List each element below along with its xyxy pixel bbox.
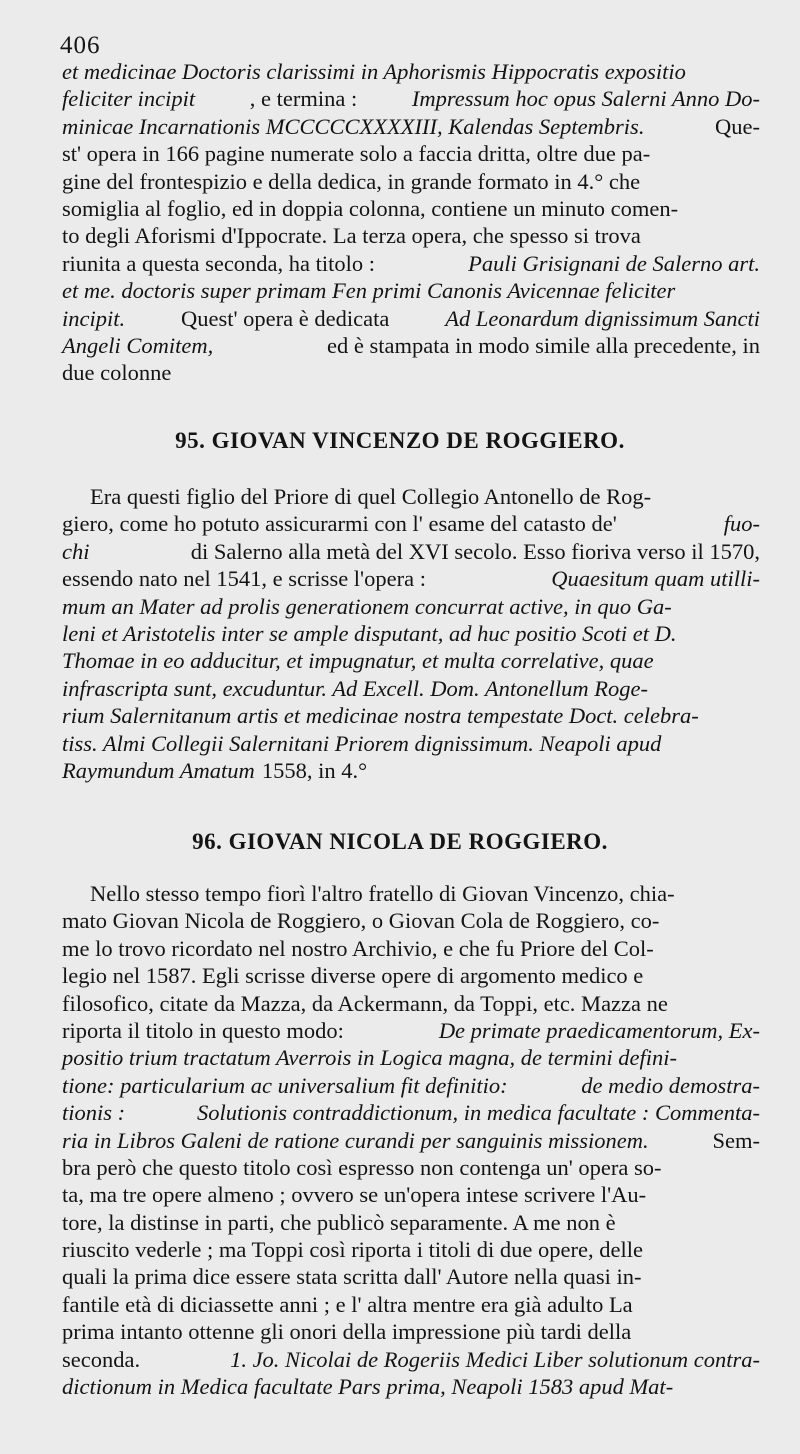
text-segment: Quest' opera è dedicata (181, 305, 390, 331)
page-number: 406 (60, 32, 101, 59)
text-segment: quali la prima dice essere stata scritta dall' Autore nella quasi in- (62, 1264, 642, 1290)
italic-text-segment: Ad Leonardum dignissimum Sancti (445, 305, 760, 331)
text-line (62, 510, 760, 537)
italic-text-segment: Angeli Comitem, (62, 332, 214, 358)
text-line (62, 195, 760, 222)
paragraph-continued-text (62, 58, 760, 387)
text-segment: somiglia al foglio, ed in doppia colonna, contiene un minuto comen- (62, 195, 679, 221)
text-line (62, 907, 760, 934)
text-line (62, 962, 760, 989)
text-line (62, 140, 760, 167)
section-heading-96: 96. GIOVAN NICOLA DE ROGGIERO. (192, 829, 608, 854)
text-segment: 1558, in 4.° (261, 757, 368, 783)
italic-text-segment: Pauli Grisignani de Salerno art. (468, 250, 760, 276)
italic-text-segment: de medio demostra- (581, 1072, 760, 1098)
text-segment: riuscito vederle ; ma Toppi così riporta i titoli di due opere, delle (62, 1237, 643, 1263)
text-line (62, 1127, 760, 1154)
italic-text-segment: chi (62, 538, 90, 564)
text-segment: due colonne (62, 360, 172, 386)
text-segment: Sem- (712, 1127, 760, 1153)
text-line (62, 757, 760, 784)
text-segment: riporta il titolo in questo modo: (62, 1017, 344, 1043)
text-line (62, 1017, 760, 1044)
text-line (62, 675, 760, 702)
italic-text-segment: tiss. Almi Collegii Salernitani Priorem dignissimum. Neapoli apud (62, 730, 662, 756)
text-segment: prima intanto ottenne gli onori della impressione più tardi della (62, 1319, 632, 1345)
text-segment: filosofico, citate da Mazza, da Ackermann, da Toppi, etc. Mazza ne (62, 990, 668, 1016)
italic-text-segment: infrascripta sunt, excuduntur. Ad Excell. Dom. Antonellum Roge- (62, 675, 648, 701)
italic-text-segment: rium Salernitanum artis et medicinae nostra tempestate Doct. celebra- (62, 703, 699, 729)
text-segment: seconda. (62, 1346, 141, 1372)
text-line (62, 332, 760, 359)
text-line (62, 1373, 760, 1400)
italic-text-segment: Raymundum Amatum (62, 757, 255, 783)
text-line (62, 1072, 760, 1099)
italic-text-segment: Solutionis contraddictionum, in medica facultate : Commenta- (196, 1100, 760, 1126)
text-line (62, 593, 760, 620)
text-line (62, 730, 760, 757)
text-segment: riunita a questa seconda, ha titolo : (62, 250, 376, 276)
italic-text-segment: De primate praedicamentorum, Ex- (438, 1017, 760, 1043)
text-line (62, 620, 760, 647)
text-line (62, 85, 760, 112)
text-line (62, 935, 760, 962)
text-segment: to degli Aforismi d'Ippocrate. La terza opera, che spesso si trova (62, 223, 641, 249)
text-line (62, 880, 760, 907)
italic-text-segment: tionis : (62, 1100, 126, 1126)
italic-text-segment: Quaesitum quam utilli- (551, 566, 760, 592)
italic-text-segment: mum an Mater ad prolis generationem concurrat active, in quo Ga- (62, 593, 672, 619)
text-segment: essendo nato nel 1541, e scrisse l'opera : (62, 566, 426, 592)
text-line (62, 565, 760, 592)
text-segment: st' opera in 166 pagine numerate solo a faccia dritta, oltre due pa- (62, 141, 651, 167)
text-segment: me lo trovo ricordato nel nostro Archivio, e che fu Priore del Col- (62, 935, 654, 961)
italic-text-segment: positio trium tractatum Averrois in Logica magna, de termini defini- (62, 1045, 677, 1071)
text-segment: di Salerno alla metà del XVI secolo. Esso fioriva verso il 1570, (190, 538, 760, 564)
text-line (62, 305, 760, 332)
text-line (62, 168, 760, 195)
italic-text-segment: 1. Jo. Nicolai de Rogeriis Medici Liber solutionum contra- (230, 1346, 760, 1372)
text-segment: legio nel 1587. Egli scrisse diverse opere di argomento medico e (62, 963, 644, 989)
text-line (62, 1318, 760, 1345)
text-line (62, 538, 760, 565)
italic-text-segment: et medicinae Doctoris clarissimi in Aphorismis Hippocratis expositio (62, 59, 686, 84)
text-segment: Era questi figlio del Priore di quel Collegio Antonello de Rog- (90, 484, 652, 509)
text-segment: bra però che questo titolo così espresso non contenga un' opera so- (62, 1154, 662, 1180)
italic-text-segment: ria in Libros Galeni de ratione curandi per sanguinis missionem. (62, 1127, 649, 1153)
text-segment: Nello stesso tempo fiorì l'altro fratello di Giovan Vincenzo, chia- (90, 881, 675, 906)
italic-text-segment: et me. doctoris super primam Fen primi Canonis Avicennae feliciter (62, 278, 676, 304)
text-segment: tore, la distinse in parti, che publicò separamente. A me non è (62, 1209, 616, 1235)
text-line (62, 1154, 760, 1181)
italic-text-segment: Impressum hoc opus Salerni Anno Do- (411, 86, 760, 112)
text-line (62, 702, 760, 729)
text-line (62, 990, 760, 1017)
text-segment: giero, come ho potuto assicurarmi con l' esame del catasto de' (62, 511, 617, 537)
italic-text-segment: minicae Incarnationis MCCCCCXXXXIII, Kalendas Septembris. (62, 113, 645, 139)
italic-text-segment: fuo- (723, 511, 760, 537)
paragraph-giovan-nicola (62, 880, 760, 1400)
text-line (62, 58, 760, 85)
text-line (62, 222, 760, 249)
text-line (62, 250, 760, 277)
text-line (62, 1263, 760, 1290)
text-segment: ed è stampata in modo simile alla precedente, in (327, 332, 760, 358)
italic-text-segment: dictionum in Medica facultate Pars prima, Neapoli 1583 apud Mat- (62, 1374, 674, 1400)
text-segment: fantile età di diciassette anni ; e l' altra mentre era già adulto La (62, 1291, 633, 1317)
text-segment: ta, ma tre opere almeno ; ovvero se un'opera intese scrivere l'Au- (62, 1182, 647, 1208)
text-line (62, 113, 760, 140)
text-line (62, 1099, 760, 1126)
italic-text-segment: feliciter incipit (62, 86, 196, 112)
text-line (62, 1181, 760, 1208)
text-line (62, 1236, 760, 1263)
italic-text-segment: tione: particularium ac universalium fit definitio: (62, 1072, 508, 1098)
text-line (62, 483, 760, 510)
text-line (62, 647, 760, 674)
text-segment: Que- (715, 113, 760, 139)
text-line (62, 1346, 760, 1373)
italic-text-segment: Thomae in eo adducitur, et impugnatur, et multa correlative, quae (62, 648, 654, 674)
text-line (62, 277, 760, 304)
text-line (62, 1291, 760, 1318)
text-segment: gine del frontespizio e della dedica, in grande formato in 4.° che (62, 168, 641, 194)
italic-text-segment: leni et Aristotelis inter se ample disputant, ad huc positio Scoti et D. (62, 620, 677, 646)
text-segment: , e termina : (249, 86, 358, 112)
italic-text-segment: incipit. (62, 305, 126, 331)
text-line (62, 359, 760, 386)
section-heading-95: 95. GIOVAN VINCENZO DE ROGGIERO. (175, 428, 625, 453)
paragraph-giovan-vincenzo (62, 483, 760, 784)
text-segment: mato Giovan Nicola de Roggiero, o Giovan Cola de Roggiero, co- (62, 908, 660, 934)
text-line (62, 1209, 760, 1236)
text-line (62, 1044, 760, 1071)
